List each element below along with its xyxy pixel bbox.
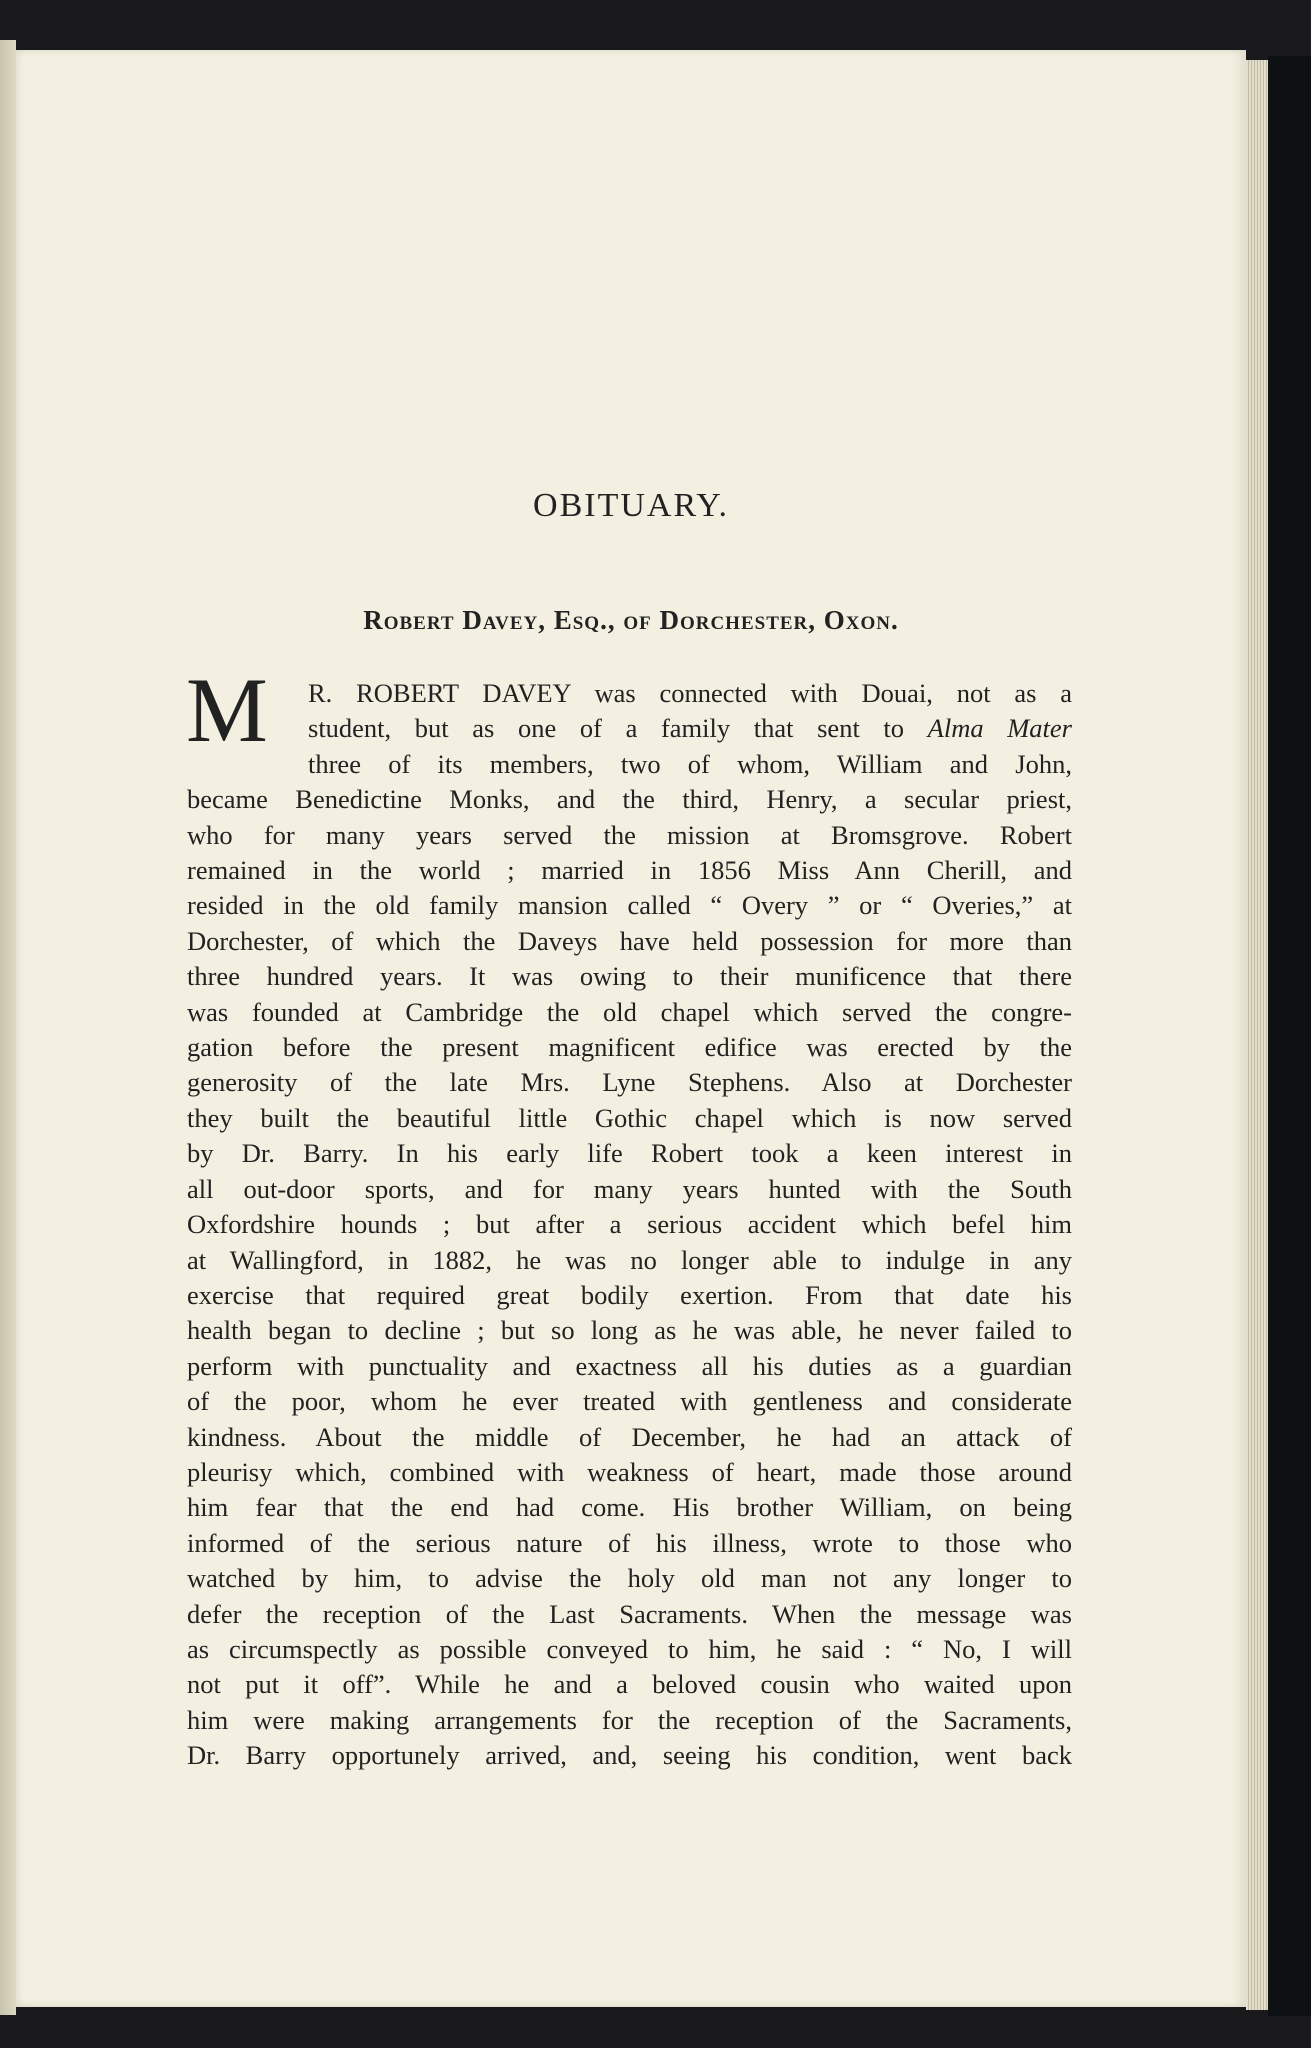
- italic-phrase: Alma Mater: [927, 713, 1072, 744]
- body-line: him were making arrangements for the reception of the Sacraments,: [187, 1704, 1072, 1735]
- obituary-subtitle: Robert Davey, Esq., of Dorchester, Oxon.: [363, 605, 899, 635]
- body-line: was founded at Cambridge the old chapel which served the congre-: [187, 996, 1072, 1027]
- body-line: Oxfordshire hounds ; but after a serious accident which befel him: [187, 1209, 1072, 1240]
- body-line: as circumspectly as possible conveyed to him, he said : “ No, I will: [187, 1633, 1072, 1664]
- page-stack-edge: [1246, 60, 1268, 2010]
- body-line: kindness. About the middle of December, he had an attack of: [187, 1421, 1072, 1452]
- body-line: generosity of the late Mrs. Lyne Stephens. Also at Dorchester: [187, 1067, 1072, 1098]
- body-line: Dorchester, of which the Daveys have held possession for more than: [187, 925, 1072, 956]
- body-line: watched by him, to advise the holy old man not any longer to: [187, 1563, 1072, 1594]
- book-cover: [1268, 56, 1311, 2016]
- body-line: remained in the world ; married in 1856 Miss Ann Cherill, and: [187, 855, 1072, 886]
- body-line: they built the beautiful little Gothic chapel which is now served: [187, 1102, 1072, 1133]
- body-line: informed of the serious nature of his illness, wrote to those who: [187, 1527, 1072, 1558]
- body-line: Dr. Barry opportunely arrived, and, seeing his condition, went back: [187, 1740, 1072, 1771]
- obituary-body: [187, 676, 1072, 1774]
- body-line: him fear that the end had come. His brother William, on being: [187, 1492, 1072, 1523]
- body-line: defer the reception of the Last Sacraments. When the message was: [187, 1598, 1072, 1629]
- body-line: three hundred years. It was owing to their munificence that there: [187, 961, 1072, 992]
- body-line: became Benedictine Monks, and the third, Henry, a secular priest,: [187, 784, 1072, 815]
- body-line: not put it off”. While he and a beloved cousin who waited upon: [187, 1669, 1072, 1700]
- page-title: OBITUARY.: [533, 487, 729, 524]
- drop-cap: M: [186, 659, 268, 761]
- body-line: pleurisy which, combined with weakness of heart, made those around: [187, 1456, 1072, 1487]
- body-line: at Wallingford, in 1882, he was no longer able to indulge in any: [187, 1244, 1072, 1275]
- book-page: [16, 50, 1246, 2007]
- body-line: health began to decline ; but so long as he was able, he never failed to: [187, 1315, 1072, 1346]
- body-line: resided in the old family mansion called “ Overy ” or “ Overies,” at: [187, 890, 1072, 921]
- body-line: by Dr. Barry. In his early life Robert took a keen interest in: [187, 1138, 1072, 1169]
- body-line: perform with punctuality and exactness all his duties as a guardian: [187, 1350, 1072, 1381]
- body-line: of the poor, whom he ever treated with gentleness and considerate: [187, 1386, 1072, 1417]
- body-line: who for many years served the mission at Bromsgrove. Robert: [187, 819, 1072, 850]
- body-line: exercise that required great bodily exertion. From that date his: [187, 1279, 1072, 1310]
- previous-page-edge: [0, 40, 16, 2015]
- body-line: gation before the present magnificent edifice was erected by the: [187, 1032, 1072, 1063]
- body-line: all out-door sports, and for many years hunted with the South: [187, 1173, 1072, 1204]
- body-line: student, but as one of a family that sent to Alma Mater: [308, 713, 1072, 744]
- body-line: R. ROBERT DAVEY was connected with Douai, not as a: [308, 678, 1072, 708]
- body-line: three of its members, two of whom, William and John,: [308, 748, 1072, 779]
